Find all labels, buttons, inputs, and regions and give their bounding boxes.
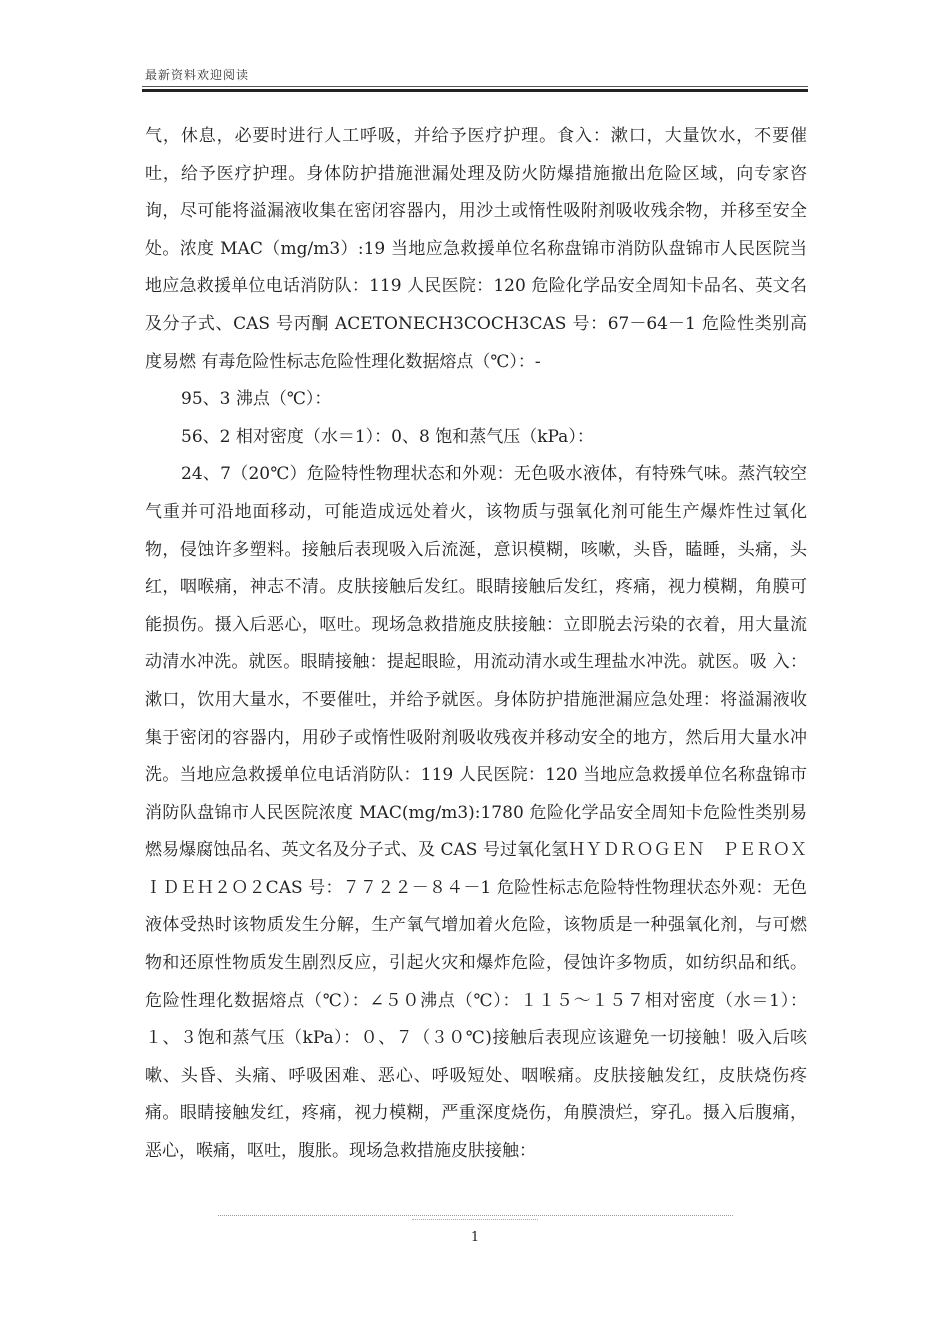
footer-rule-secondary <box>412 1219 538 1220</box>
header-rule-thin <box>142 86 808 87</box>
footer-rule <box>218 1215 733 1216</box>
header-rule-thick <box>142 89 808 92</box>
paragraph: 56、2 相对密度（水＝1）：0、8 饱和蒸气压（kPa）： <box>181 426 594 447</box>
paragraph: 95、3 沸点（℃）： <box>181 389 332 410</box>
page-header: 最新资料欢迎阅读 <box>145 68 250 82</box>
page-number: 1 <box>470 1230 480 1245</box>
paragraph: 气，休息，必要时进行人工呼吸，并给予医疗护理。食入：漱口，大量饮水，不要催吐，给予医疗护理。身体防护措施泄漏处理及防火防爆措施撤出危险区域，向专家咨询，尽可能将溢漏液收集在密闭容器内，用沙土或惰性吸附剂吸收残余物，并移至安全处。浓度 MAC（mg/m3）:19 当地应急救援单位名称盘锦市消防队盘锦市人民医院当地应急救援单位电话消防队：119 人民医院：120 危险化学品安全周知卡品名、英文名及分子式、CAS 号丙酮 ACETONECH3COCH3CAS 号：67－64－1 危险性类别高度易燃 有毒危险性标志危险性理化数据熔点（℃）：- <box>145 126 807 372</box>
body-text <box>145 118 807 1171</box>
paragraph: 24、7（20℃）危险特性物理状态和外观：无色吸水液体，有特殊气味。蒸汽较空气重并可沿地面移动，可能造成远处着火，该物质与强氧化剂可能生产爆炸性过氧化物，侵蚀许多塑料。接触后表现吸入后流涎，意识模糊，咳嗽，头昏，瞌睡，头痛，头红，咽喉痛，神志不清。皮肤接触后发红。眼睛接触后发红，疼痛，视力模糊，角膜可能损伤。摄入后恶心，呕吐。现场急救措施皮肤接触：立即脱去污染的衣着，用大量流动清水冲洗。就医。眼睛接触：提起眼睑，用流动清水或生理盐水冲洗。就医。吸 入：漱口，饮用大量水，不要催吐，并给予就医。身体防护措施泄漏应急处理：将溢漏液收集于密闭的容器内，用砂子或惰性吸附剂吸收残夜并移动安全的地方，然后用大量水冲洗。当地应急救援单位电话消防队：119 人民医院：120 当地应急救援单位名称盘锦市消防队盘锦市人民医院浓度 MAC(mg/m3):1780 危险化学品安全周知卡危险性类别易燃易爆腐蚀品名、英文名及分子式、及 CAS 号过氧化氢ＨＹＤＲＯＧＥＮ ＰＥＲＯＸＩＤＥＨ２Ｏ２CAS 号：７７２２－８４－1 危险性标志危险特性物理状态外观：无色液体受热时该物质发生分解，生产氧气增加着火危险，该物质是一种强氧化剂，与可燃物和还原性物质发生剧烈反应，引起火灾和爆炸危险，侵蚀许多物质，如纺织品和纸。危险性理化数据熔点（℃）：∠５０沸点（℃）：１１５～１５７相对密度（水＝1）：１、３饱和蒸气压（kPa）：０、７（３０℃)接触后表现应该避免一切接触！吸入后咳嗽、头昏、头痛、呼吸困难、恶心、呼吸短处、咽喉痛。皮肤接触发红，皮肤烧伤疼痛。眼睛接触发红，疼痛，视力模糊，严重深度烧伤，角膜溃烂，穿孔。摄入后腹痛，恶心，喉痛，呕吐，腹胀。现场急救措施皮肤接触： <box>145 464 807 1162</box>
